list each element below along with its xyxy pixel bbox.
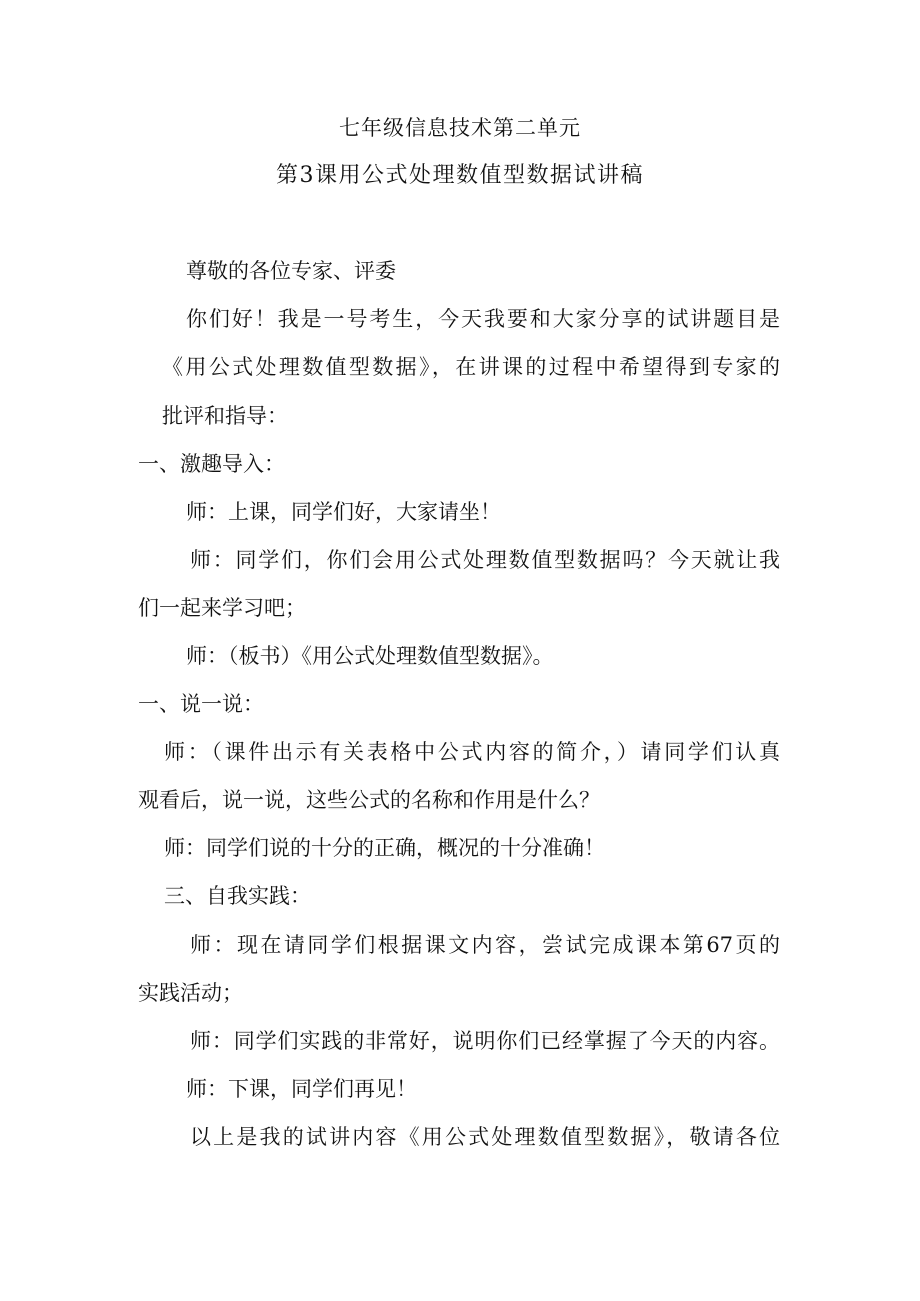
section-heading: 一、说一说：	[138, 692, 264, 716]
paragraph-line: 师：现在请同学们根据课文内容，尝试完成课本第67页的	[190, 933, 780, 957]
paragraph-line: 实践活动；	[138, 981, 243, 1005]
paragraph-line: 们一起来学习吧；	[138, 596, 306, 620]
paragraph-line: 以上是我的试讲内容《用公式处理数值型数据》，敬请各位	[190, 1125, 780, 1149]
paragraph-line: 师：下课，同学们再见！	[186, 1077, 417, 1101]
salutation: 尊敬的各位专家、评委	[186, 259, 396, 283]
paragraph-line: 师：上课，同学们好，大家请坐！	[186, 500, 501, 524]
paragraph-line: 师：同学们，你们会用公式处理数值型数据吗？今天就让我	[190, 548, 780, 572]
paragraph-line: 师：（板书）《用公式处理数值型数据》。	[186, 644, 554, 668]
paragraph-line: 观看后，说一说，这些公式的名称和作用是什么？	[138, 788, 600, 812]
paragraph-line: 师：同学们说的十分的正确，概况的十分准确！	[164, 836, 605, 860]
section-heading: 三、自我实践：	[164, 884, 311, 908]
paragraph-line: 《用公式处理数值型数据》，在讲课的过程中希望得到专家的	[162, 355, 780, 379]
paragraph-line: 你们好！我是一号考生，今天我要和大家分享的试讲题目是	[186, 307, 780, 331]
paragraph-line: 师：（课件出示有关表格中公式内容的简介，）请同学们认真	[164, 740, 780, 764]
paragraph-line: 批评和指导：	[162, 404, 288, 428]
document-title: 七年级信息技术第二单元	[339, 116, 581, 140]
document-subtitle: 第3课用公式处理数值型数据试讲稿	[276, 163, 644, 188]
paragraph-line: 师：同学们实践的非常好，说明你们已经掌握了今天的内容。	[190, 1029, 780, 1053]
section-heading: 一、激趣导入：	[138, 452, 285, 476]
